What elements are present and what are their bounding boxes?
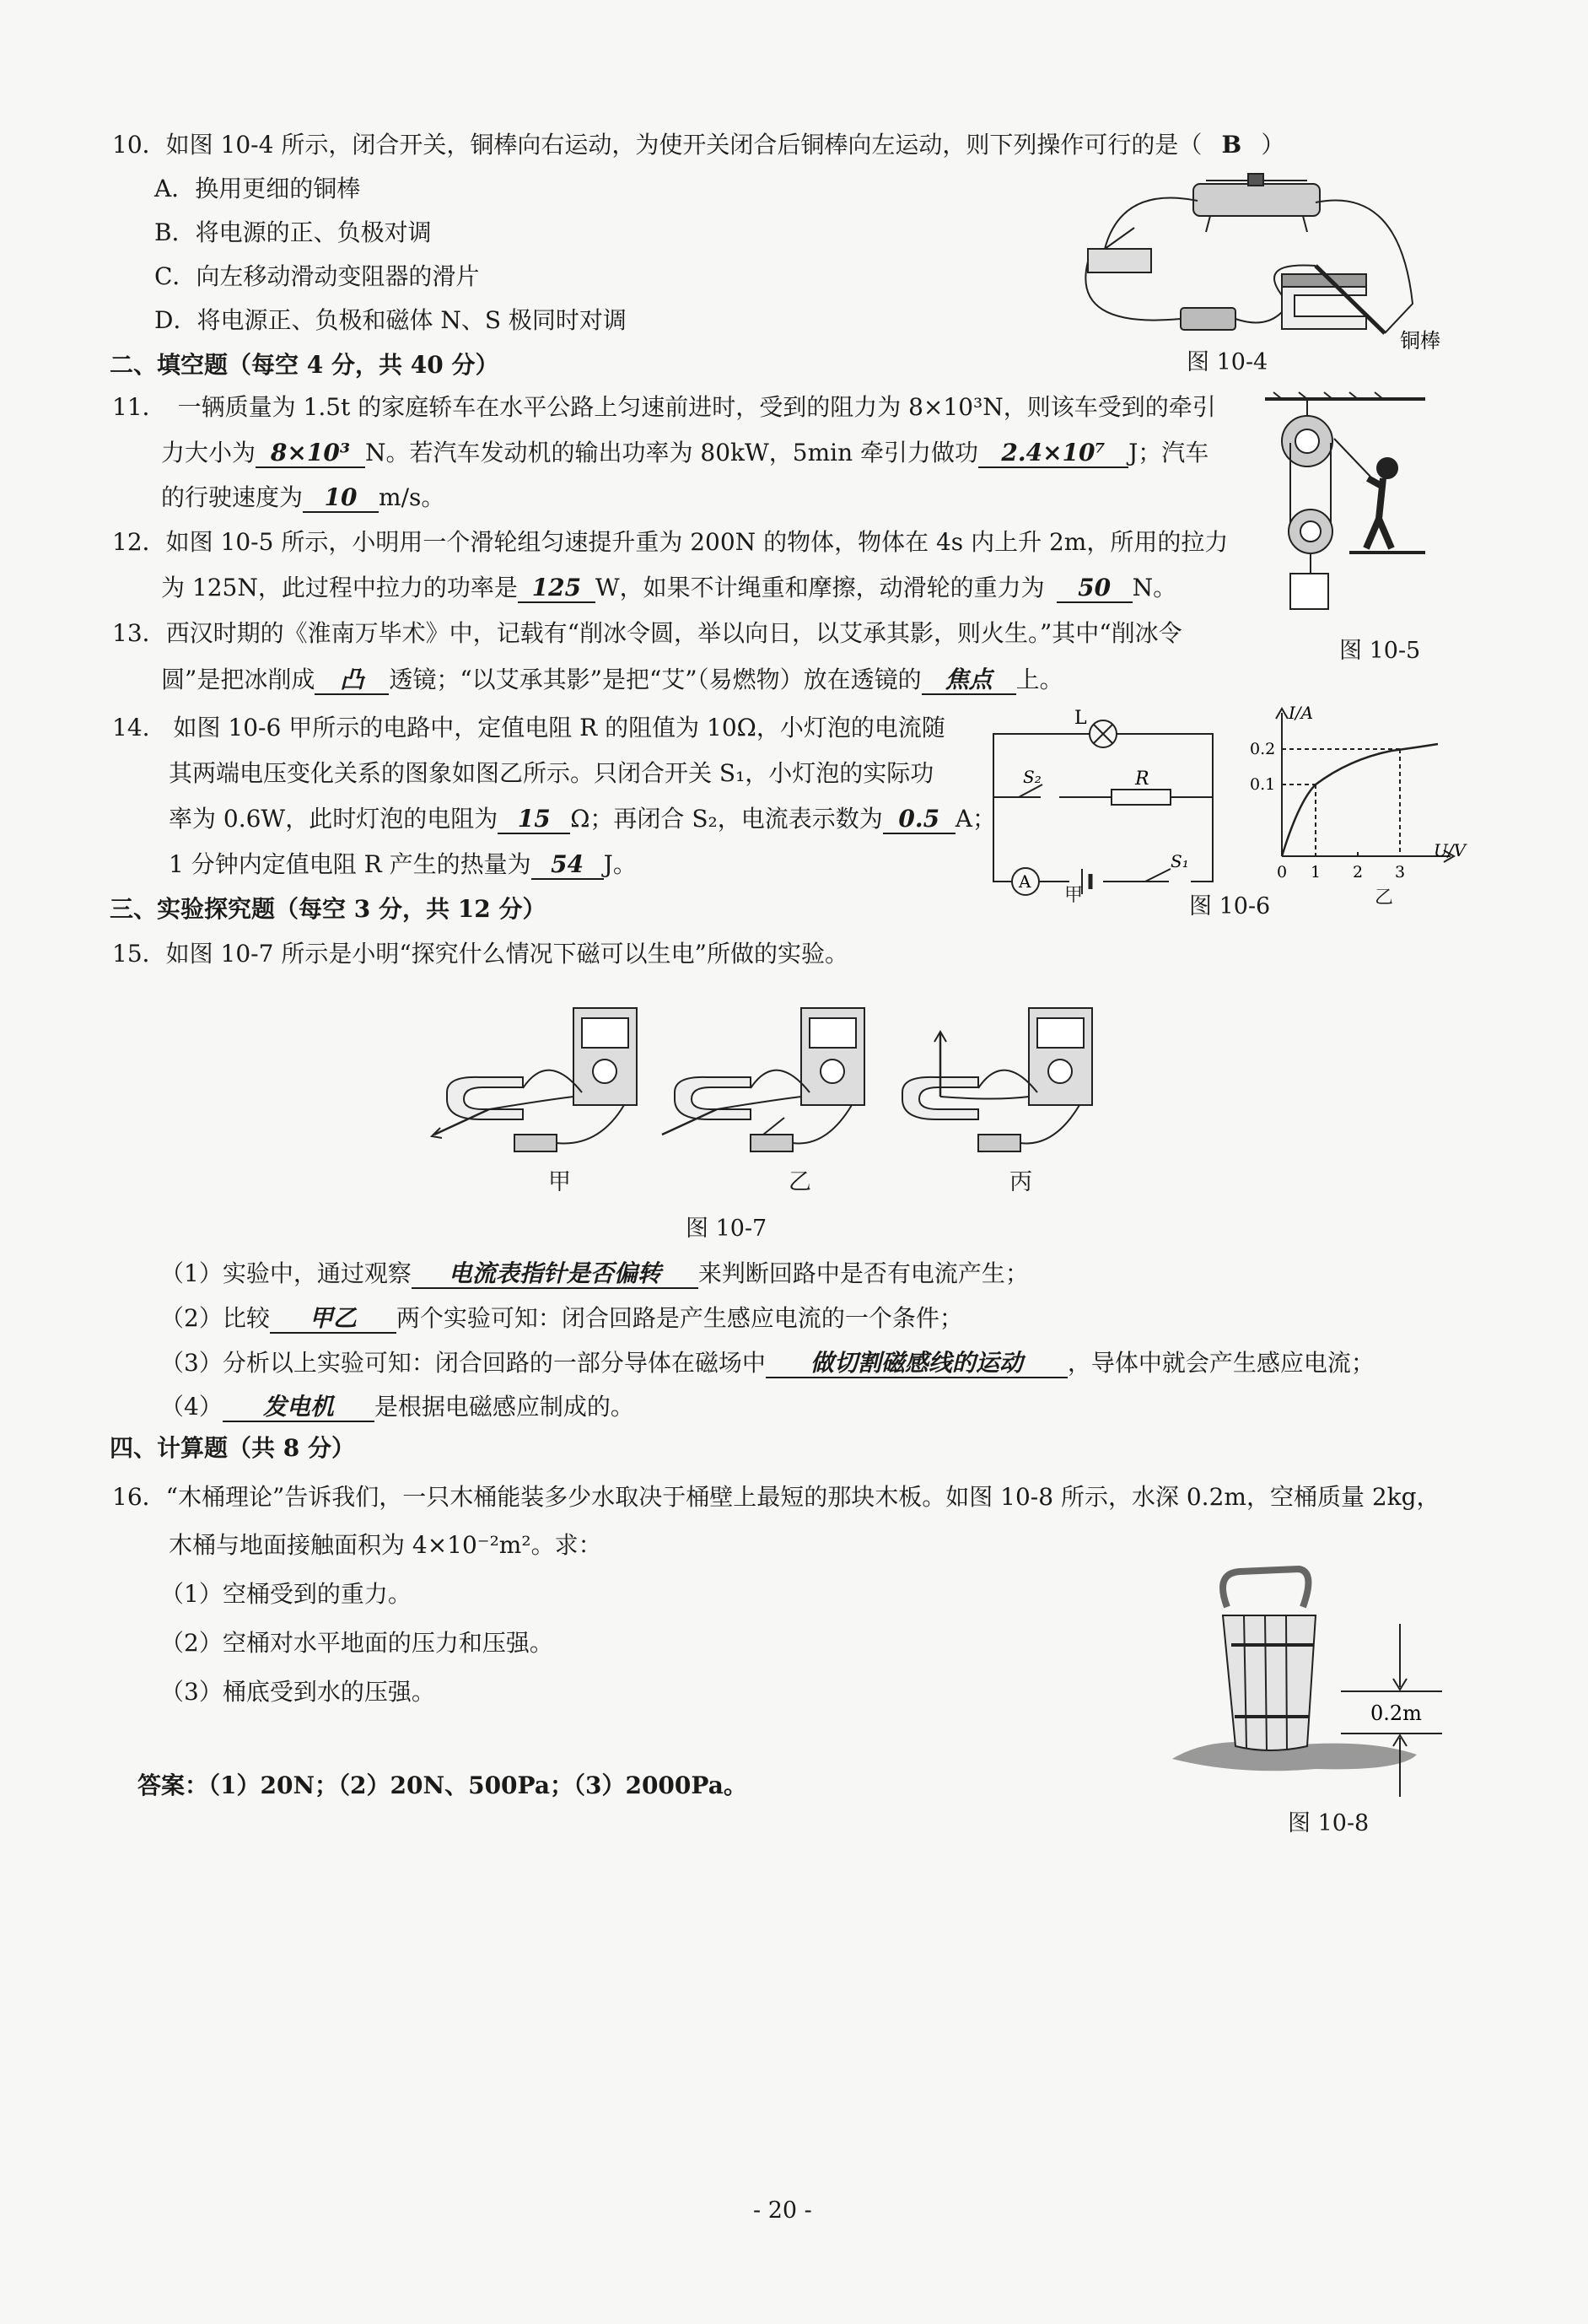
figure-10-8: [1164, 1565, 1442, 1818]
q12-answer-2: 50: [1057, 574, 1133, 603]
q12-line-2: 为 125N，此过程中拉力的功率是 125 W，如果不计绳重和摩擦，动滑轮的重力为 50 N。: [161, 574, 1177, 601]
switch1-label: S₁: [1171, 851, 1189, 871]
resistor-label: R: [1135, 768, 1149, 790]
q13-answer-1: 凸: [315, 666, 389, 695]
graph-ylabel: I/A: [1289, 703, 1314, 723]
graph-xtick-3: 3: [1395, 863, 1406, 882]
caption-10-7: 图 10-7: [686, 1216, 767, 1242]
q16-answer: 答案：（1）20N；（2）20N、500Pa；（3）2000Pa。: [137, 1771, 747, 1799]
q14-line-1: 14. 如图 10-6 甲所示的电路中，定值电阻 R 的阻值为 10Ω，小灯泡的电流随: [112, 714, 945, 741]
q16-line-2: 木桶与地面接触面积为 4×10⁻²m²。求：: [169, 1531, 602, 1559]
q13-answer-2: 焦点: [922, 666, 1016, 695]
q15-part-2: （2）比较 甲乙 两个实验可知：闭合回路是产生感应电流的一个条件；: [160, 1304, 963, 1332]
q11-answer-1: 8×10³: [256, 439, 365, 468]
q15-stem: 15．如图 10-7 所示是小明“探究什么情况下磁可以生电”所做的实验。: [112, 940, 848, 968]
circuit-sub-label: 甲: [1064, 885, 1084, 906]
q10-answer: B: [1221, 131, 1242, 159]
q15-answer-4: 发电机: [223, 1394, 374, 1422]
depth-label: 0.2m: [1370, 1701, 1422, 1725]
q14-line-4: 1 分钟内定值电阻 R 产生的热量为 54 J。: [169, 850, 637, 878]
q16-sub-3: （3）桶底受到水的压强。: [160, 1678, 435, 1706]
figure-10-5: [1265, 392, 1434, 645]
q13-line-2: 圆”是把冰削成 凸 透镜；“以艾承其影”是把“艾”（易燃物）放在透镜的 焦点 上。: [161, 666, 1063, 693]
figure-10-6-graph: [1248, 700, 1467, 894]
q11-line-1: 11． 一辆质量为 1.5t 的家庭轿车在水平公路上匀速前进时，受到的阻力为 8×10³N，则该车受到的牵引: [112, 393, 1216, 421]
q10-option-c: C．向左移动滑动变阻器的滑片: [154, 262, 480, 290]
section-4-heading: 四、计算题（共 8 分）: [110, 1434, 355, 1462]
q11-answer-2: 2.4×10⁷: [978, 439, 1128, 468]
q16-line-1: 16．“木桶理论”告诉我们，一只木桶能装多少水取决于桶壁上最短的那块木板。如图 10-8 所示，水深 0.2m，空桶质量 2kg，: [112, 1483, 1440, 1511]
q11-answer-3: 10: [303, 484, 379, 513]
graph-ytick-0.1: 0.1: [1250, 775, 1276, 794]
q15-part-1: （1）实验中，通过观察 电流表指针是否偏转 来判断回路中是否有电流产生；: [160, 1259, 1029, 1287]
q11-line-2: 力大小为 8×10³ N。若汽车发动机的输出功率为 80kW，5min 牵引力做功 2.4×10⁷ J；汽车: [161, 439, 1209, 466]
q10-option-a: A．换用更细的铜棒: [154, 175, 361, 202]
graph-xtick-2: 2: [1353, 863, 1364, 882]
section-2-heading: 二、填空题（每空 4 分，共 40 分）: [110, 351, 499, 379]
q16-sub-2: （2）空桶对水平地面的压力和压强。: [160, 1629, 553, 1657]
q10-stem: 10．如图 10-4 所示，闭合开关，铜棒向右运动，为使开关闭合后铜棒向左运动，则下列操作可行的是（ B ）: [112, 128, 1284, 162]
page-number: - 20 -: [753, 2197, 812, 2224]
q15-part-3: （3）分析以上实验可知：闭合回路的一部分导体在磁场中 做切割磁感线的运动 ，导体中就会产生感应电流；: [160, 1349, 1375, 1377]
switch2-label: S₂: [1023, 767, 1042, 787]
q15-sub-label-bing: 丙: [1009, 1169, 1032, 1195]
q15-sub-label-yi: 乙: [789, 1169, 811, 1195]
q15-sub-label-jia: 甲: [548, 1169, 571, 1195]
caption-10-5: 图 10-5: [1339, 638, 1421, 664]
figure-10-4: [1071, 169, 1440, 353]
caption-10-8: 图 10-8: [1288, 1810, 1370, 1836]
q12-line-1: 12．如图 10-5 所示，小明用一个滑轮组匀速提升重为 200N 的物体，物体在 4s 内上升 2m，所用的拉力: [112, 528, 1229, 556]
graph-xtick-1: 1: [1311, 863, 1322, 882]
q10-option-b: B．将电源的正、负极对调: [154, 218, 432, 246]
lamp-label: L: [1074, 708, 1087, 729]
figure-10-6-circuit: [985, 709, 1221, 898]
q14-answer-3: 54: [531, 851, 604, 880]
graph-sub-label: 乙: [1375, 887, 1394, 909]
q13-line-1: 13．西汉时期的《淮南万毕术》中，记载有“削冰令圆，举以向日，以艾承其影，则火生。”其中“削冰令: [112, 619, 1182, 647]
graph-xtick-0: 0: [1277, 863, 1288, 882]
q15-answer-2: 甲乙: [270, 1305, 396, 1334]
copper-rod-label: 铜棒: [1400, 329, 1440, 353]
q14-line-3: 率为 0.6W，此时灯泡的电阻为 15 Ω；再闭合 S₂，电流表示数为 0.5 A；: [169, 805, 996, 833]
q10-option-d: D．将电源正、负极和磁体 N、S 极同时对调: [154, 306, 627, 334]
q11-line-3: 的行驶速度为 10 m/s。: [161, 483, 445, 511]
q14-line-2: 其两端电压变化关系的图象如图乙所示。只闭合开关 S₁，小灯泡的实际功: [169, 759, 934, 787]
caption-10-6: 图 10-6: [1189, 893, 1271, 919]
graph-ytick-0.2: 0.2: [1250, 740, 1276, 758]
ammeter-label: A: [1019, 871, 1031, 892]
q14-answer-2: 0.5: [883, 806, 955, 834]
figure-10-7: [430, 1000, 1105, 1168]
q16-sub-1: （1）空桶受到的重力。: [160, 1580, 412, 1608]
q12-answer-1: 125: [518, 574, 595, 603]
q15-answer-3: 做切割磁感线的运动: [766, 1350, 1068, 1378]
q15-part-4: （4） 发电机 是根据电磁感应制成的。: [160, 1393, 634, 1421]
q14-answer-1: 15: [498, 806, 570, 834]
graph-xlabel: U/V: [1434, 840, 1467, 860]
q15-answer-1: 电流表指针是否偏转: [412, 1260, 698, 1289]
section-3-heading: 三、实验探究题（每空 3 分，共 12 分）: [110, 895, 546, 923]
caption-10-4: 图 10-4: [1187, 349, 1268, 375]
